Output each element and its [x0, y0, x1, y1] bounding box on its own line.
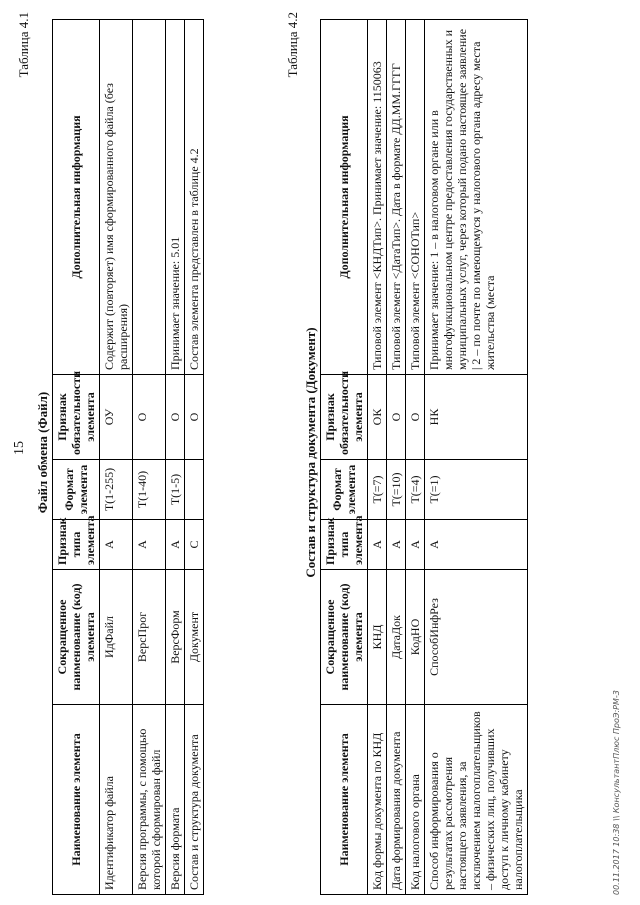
cell-required: О — [166, 375, 185, 460]
table-row — [368, 20, 387, 895]
cell-required: О — [387, 375, 406, 460]
cell-type: А — [406, 520, 425, 570]
column-header: Признак обязательности элемента — [321, 375, 368, 460]
table1-title: Файл обмена (Файл) — [35, 391, 50, 514]
cell-name: Код формы документа по КНД — [368, 705, 387, 895]
table-row — [133, 20, 166, 895]
table-header-row — [321, 20, 368, 895]
signature-stamp: 00.11.2017 10:38 \\ КонсультантПлюс ПроЭ:РМ-3 — [612, 690, 621, 895]
table-document-structure — [320, 19, 528, 895]
table2-title: Состав и структура документа (Документ) — [303, 327, 318, 578]
cell-code: ДатаДок — [387, 570, 406, 705]
cell-required: О — [406, 375, 425, 460]
column-header: Наименование элемента — [53, 705, 100, 895]
cell-info: Типовой элемент <ДатаТип>. Дата в формате ДД.ММ.ГГГГ — [387, 20, 406, 375]
column-header: Признак типа элемента — [53, 520, 100, 570]
cell-info: Принимает значение: 5.01 — [166, 20, 185, 375]
column-header: Сокращенное наименование (код) элемента — [53, 570, 100, 705]
column-header: Дополнительная информация — [321, 20, 368, 375]
cell-name: Версия формата — [166, 705, 185, 895]
cell-type: А — [133, 520, 166, 570]
column-header: Формат элемента — [321, 460, 368, 520]
cell-name: Код налогового органа — [406, 705, 425, 895]
column-header: Дополнительная информация — [53, 20, 100, 375]
cell-format: T(1-5) — [166, 460, 185, 520]
table-row — [387, 20, 406, 895]
cell-info: Типовой элемент <СОНОТип> — [406, 20, 425, 375]
cell-info — [133, 20, 166, 375]
cell-required: ОУ — [100, 375, 133, 460]
cell-info: Состав элемента представлен в таблице 4.2 — [185, 20, 204, 375]
cell-info: Содержит (повторяет) имя сформированного файла (без расширения) — [100, 20, 133, 375]
cell-required: О — [185, 375, 204, 460]
cell-name: Дата формирования документа — [387, 705, 406, 895]
cell-format: T(=1) — [425, 460, 528, 520]
cell-type: С — [185, 520, 204, 570]
cell-type: А — [368, 520, 387, 570]
cell-type: А — [425, 520, 528, 570]
cell-format: T(1-40) — [133, 460, 166, 520]
cell-info: Принимает значение: 1 – в налоговом органе или в многофункциональном центре предоставления государственных и муниципальных услуг, через который подано настоящее заявление | 2 – по почте по имеющемуся у налогового органа адресу места жительства (места — [425, 20, 528, 375]
cell-format: T(=4) — [406, 460, 425, 520]
table-row — [185, 20, 204, 895]
column-header: Сокращенное наименование (код) элемента — [321, 570, 368, 705]
cell-type: А — [100, 520, 133, 570]
table1-label: Таблица 4.1 — [16, 12, 31, 78]
cell-code: СпособИнфРез — [425, 570, 528, 705]
cell-type: А — [166, 520, 185, 570]
cell-code: Документ — [185, 570, 204, 705]
column-header: Признак типа элемента — [321, 520, 368, 570]
cell-code: КодНО — [406, 570, 425, 705]
cell-required: ОК — [368, 375, 387, 460]
table-row — [166, 20, 185, 895]
table-row — [425, 20, 528, 895]
cell-required: НК — [425, 375, 528, 460]
column-header: Признак обязательности элемента — [53, 375, 100, 460]
cell-format: T(=7) — [368, 460, 387, 520]
table-row — [100, 20, 133, 895]
cell-info: Типовой элемент <КНДТип>. Принимает значение: 1150063 — [368, 20, 387, 375]
table2-label: Таблица 4.2 — [285, 12, 300, 78]
cell-code: ИдФайл — [100, 570, 133, 705]
cell-name: Идентификатор файла — [100, 705, 133, 895]
table-file-exchange — [52, 19, 204, 895]
cell-name: Способ информирования о результатах рассмотрения настоящего заявления, за исключением налогоплательщиков – физических лиц, получивших доступ к личному кабинету налогоплательщика — [425, 705, 528, 895]
column-header: Формат элемента — [53, 460, 100, 520]
cell-format: T(=10) — [387, 460, 406, 520]
cell-format: T(1-255) — [100, 460, 133, 520]
table-row — [406, 20, 425, 895]
cell-code: ВерсФорм — [166, 570, 185, 705]
page-number: 15 — [12, 441, 27, 455]
column-header: Наименование элемента — [321, 705, 368, 895]
cell-name: Версия программы, с помощью которой сформирован файл — [133, 705, 166, 895]
cell-type: А — [387, 520, 406, 570]
cell-format — [185, 460, 204, 520]
table-header-row — [53, 20, 100, 895]
cell-code: ВерсПрог — [133, 570, 166, 705]
cell-name: Состав и структура документа — [185, 705, 204, 895]
cell-code: КНД — [368, 570, 387, 705]
cell-required: О — [133, 375, 166, 460]
